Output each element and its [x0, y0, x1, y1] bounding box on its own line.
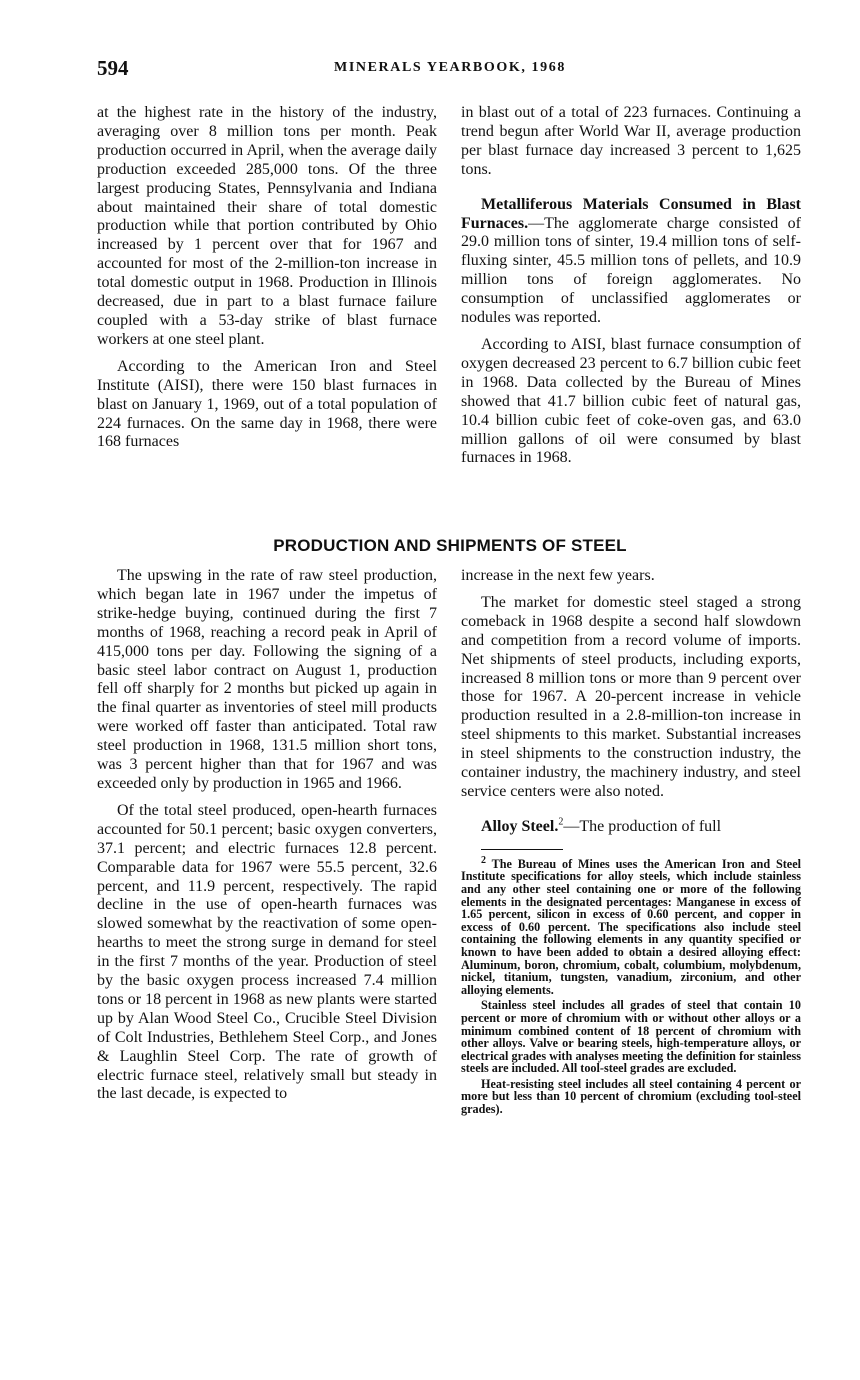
page-number: 594 — [97, 56, 129, 80]
paragraph-text: —The agglomerate charge consisted of 29.0 million tons of sinter, 19.4 million tons of self-fluxing sinter, 45.5 million tons of pellets, and 10.9 million tons of foreign agglomerates. No consumption of unclassified agglomerates or nodules was reported. — [461, 214, 801, 327]
paragraph-text: —The production of full — [563, 817, 722, 835]
run-in-heading: Alloy Steel. — [481, 817, 559, 835]
footnote-text: The Bureau of Mines uses the American Iron and Steel Institute specifications for alloy steels, which include stainless and any other steel containing one or more of the following elements in the designated percentages: Manganese in excess of 1.65 percent, silicon in excess of 0.60 percent, and copper in excess of 0.60 percent. The specifications also include steel containing the following elements in any quantity specified or known to have been added to obtain a desired alloying effect: Aluminum, boron, chromium, cobalt, columbium, molybdenum, nickel, titanium, tungsten, vanadium, zirconium, and other alloying elements. — [461, 856, 801, 997]
run-in-heading: Metalliferous Materials Consumed in Blast Furnaces. — [461, 195, 801, 232]
paragraph: Of the total steel produced, open-hearth furnaces accounted for 50.1 percent; basic oxygen converters, 37.1 percent; and electric furnaces 12.8 percent. Comparable data for 1967 were 55.5 percent, 32.6 percent, and 11.9 percent, respectively. The rapid decline in the use of open-hearth furnaces was slowed somewhat by the reactivation of some open-hearths to meet the strong surge in demand for steel in the first 7 months of the year. Production of steel by the basic oxygen process increased 7.4 million tons or 18 percent in 1968 as new plants were started up by Alan Wood Steel Co., Crucible Steel Division of Colt Industries, Bethlehem Steel Corp., and Jones & Laughlin Steel Corp. The rate of growth of electric furnace steel, relatively small but steady in the last decade, is expected to — [97, 801, 437, 1103]
column-top-left — [97, 104, 437, 452]
running-head: MINERALS YEARBOOK, 1968 — [334, 60, 566, 75]
column-bottom-left — [97, 567, 437, 1104]
paragraph-metalliferous — [461, 196, 801, 328]
footnote-divider — [481, 849, 563, 850]
paragraph: in blast out of a total of 223 furnaces. Continuing a trend begun after World War II, average production per blast furnace day increased 3 percent to 1,625 tons. — [461, 104, 801, 178]
paragraph: According to the American Iron and Steel Institute (AISI), there were 150 blast furnaces in blast on January 1, 1969, out of a total population of 224 furnaces. On the same day in 1968, there were 168 furnaces — [97, 357, 437, 451]
column-bottom-right — [461, 567, 801, 1116]
paragraph: The upswing in the rate of raw steel production, which began late in 1967 under the impetus of strike-hedge buying, continued during the first 7 months of 1968, reaching a record peak in April of 415,000 tons per day. Following the signing of a basic steel labor contract on August 1, production fell off sharply for 2 months but picked up again in the final quarter as inventories of steel mill products were worked off faster than anticipated. Total raw steel production in 1968, 131.5 million short tons, was 3 percent higher than that for 1967 and was exceeded only by production in 1965 and 1966. — [97, 567, 437, 792]
section-title: PRODUCTION AND SHIPMENTS OF STEEL — [273, 536, 627, 555]
paragraph: increase in the next few years. — [461, 567, 655, 584]
paragraph: The market for domestic steel staged a strong comeback in 1968 despite a second half slowdown and competition from a record volume of imports. Net shipments of steel products, including exports, increased 8 million tons or more than 9 percent over those for 1967. A 20-percent increase in vehicle production resulted in a 2.8-million-ton increase in steel shipments to this market. Substantial increases in steel shipments to the construction industry, the container industry, the machinery industry, and steel service centers were also noted. — [461, 593, 801, 800]
footnote — [461, 854, 801, 1117]
paragraph: According to AISI, blast furnace consumption of oxygen decreased 23 percent to 6.7 billion cubic feet in 1968. Data collected by the Bureau of Mines showed that 41.7 billion cubic feet of natural gas, 10.4 billion cubic feet of coke-oven gas, and 63.0 million gallons of oil were consumed by blast furnaces in 1968. — [461, 335, 801, 467]
column-top-right — [461, 104, 801, 468]
paragraph: at the highest rate in the history of the industry, averaging over 8 million tons per month. Peak production occurred in April, when the average daily production exceeded 285,000 tons. Of the three largest producing States, Pennsylvania and Indiana about maintained their share of total domestic production while that portion contributed by Ohio increased by 1 percent over that for 1967 and accounted for most of the 2-million-ton increase in total domestic output in 1968. Production in Illinois decreased, due in part to a blast furnace failure coupled with a 53-day strike of blast furnace workers at one steel plant. — [97, 104, 437, 348]
footnote-reference: 2 — [558, 816, 564, 828]
footnote-paragraph: Stainless steel includes all grades of steel that contain 10 percent or more of chromium with or without other alloys or a minimum combined content of 18 percent of chromium with other alloys. Valve or bearing steels, high-temperature alloys, or electrical grades with analyses meeting the definition for stainless steels are included. All tool-steel grades are excluded. — [461, 998, 801, 1076]
paragraph-alloy-steel — [461, 818, 801, 837]
footnote-mark: 2 — [481, 854, 486, 866]
footnote-paragraph — [461, 854, 801, 997]
footnote-paragraph: Heat-resisting steel includes all steel containing 4 percent or more but less than 10 percent of chromium (excluding tool-steel grades). — [461, 1076, 801, 1117]
page-header — [97, 56, 803, 82]
